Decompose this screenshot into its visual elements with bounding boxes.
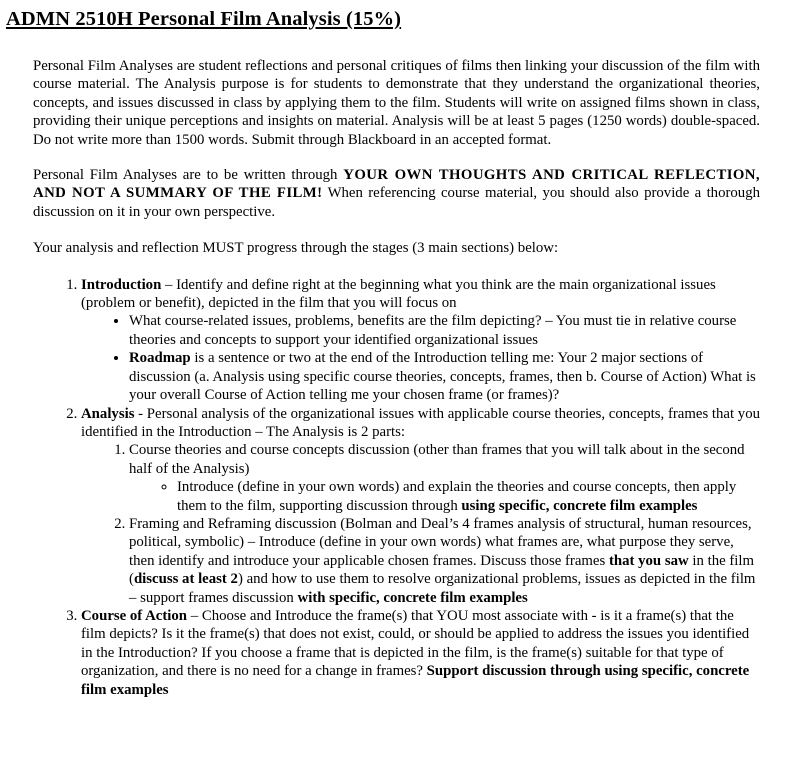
section-introduction	[81, 276, 760, 405]
reflection-text-post: When referencing course material, you should also provide a thorough discussion on it in your own perspective.	[33, 185, 760, 220]
section-introduction-text: – Identify and define right at the beginning what you think are the main organizational issues (problem or benefit), depicted in the film that you will focus on	[81, 276, 716, 312]
framing-text-c: in the film (	[129, 552, 755, 588]
reflection-emphasis: YOUR OWN THOUGHTS AND CRITICAL REFLECTION, AND NOT A SUMMARY OF THE FILM!	[33, 167, 760, 202]
section-analysis-title: Analysis	[81, 405, 135, 422]
theories-bullet	[177, 478, 760, 515]
roadmap-label: Roadmap	[129, 350, 191, 367]
theories-bullet-emphasis: using specific, concrete film examples	[461, 497, 698, 514]
analysis-part-theories	[129, 441, 760, 515]
analysis-part-framing	[129, 515, 760, 607]
section-course-of-action-text: – Choose and Introduce the frame(s) that YOU most associate with - is it a frame(s) that the film depicts? Is it the frame(s) that does not exist, could, or should be applied to address the issues you identified in the Introduction? If you choose a frame that is depicted in the film, is the frame(s) suitable for that type of organization, and there is no need for a change in frames?	[81, 607, 750, 680]
framing-emphasis-examples: with specific, concrete film examples	[297, 589, 528, 606]
introduction-bullets	[81, 312, 760, 404]
introduction-bullet-issues: • What course-related issues, problems, benefits are the film depicting? – You must tie in relative course theories and concepts to support your identified organizational issues	[129, 312, 760, 349]
section-course-of-action-emphasis: Support discussion through using specific, concrete film examples	[81, 663, 750, 698]
framing-emphasis-saw: that you saw	[608, 552, 689, 569]
stages-paragraph: Your analysis and reflection MUST progress through the stages (3 main sections) below:	[33, 240, 559, 257]
framing-text-e: ) and how to use them to resolve organizational problems, issues as depicted in the film – support frames discussion	[129, 571, 756, 606]
section-analysis-text: - Personal analysis of the organizational issues with applicable course theories, concepts, frames that you identified in the Introduction – The Analysis is 2 parts:	[81, 405, 760, 440]
reflection-paragraph	[33, 166, 760, 221]
analysis-part-theories-text: Course theories and course concepts discussion (other than frames that you will talk about in the second half of the Analysis)	[129, 442, 745, 477]
framing-emphasis-count: discuss at least 2	[133, 571, 238, 588]
section-introduction-title: Introduction	[81, 276, 162, 293]
introduction-bullet-roadmap	[129, 349, 760, 404]
document-title: ADMN 2510H Personal Film Analysis (15%)	[6, 8, 402, 30]
reflection-text-pre: Personal Film Analyses are to be written through	[33, 167, 344, 184]
section-analysis	[81, 405, 760, 607]
theories-bullet-text: Introduce (define in your own words) and explain the theories and course concepts, then apply them to the film, supporting discussion through	[177, 479, 737, 514]
intro-paragraph: Personal Film Analyses are student reflections and personal critiques of films then linking your discussion of the film with course material. The Analysis purpose is for students to demonstrate that they understand the organizational theories, concepts, and issues discussed in class by applying them to the film. Students will write on assigned films shown in class, providing their unique perceptions and insights on material. Analysis will be at least 5 pages (1250 words) double-spaced. Do not write more than 1500 words. Submit through Blackboard in an accepted format.	[33, 58, 760, 148]
theories-bullets	[129, 478, 760, 515]
framing-text-a: Framing and Reframing discussion (Bolman and Deal’s 4 frames analysis of structural, human resources, political, symbolic) – Introduce (define in your own words) what frames are, what purpose they serve, then identify and introduce your applicable chosen frames. Discuss those frames	[129, 515, 752, 569]
sections-list	[33, 276, 760, 699]
analysis-parts	[81, 441, 760, 607]
section-course-of-action	[81, 607, 760, 699]
section-course-of-action-title: Course of Action	[81, 607, 188, 624]
roadmap-text: is a sentence or two at the end of the Introduction telling me: Your 2 major sections of discussion (a. Analysis using specific course theories, concepts, frames, then b. Course of Action) What is your overall Course of Action telling me your chosen frame (or frames)?	[129, 350, 756, 404]
